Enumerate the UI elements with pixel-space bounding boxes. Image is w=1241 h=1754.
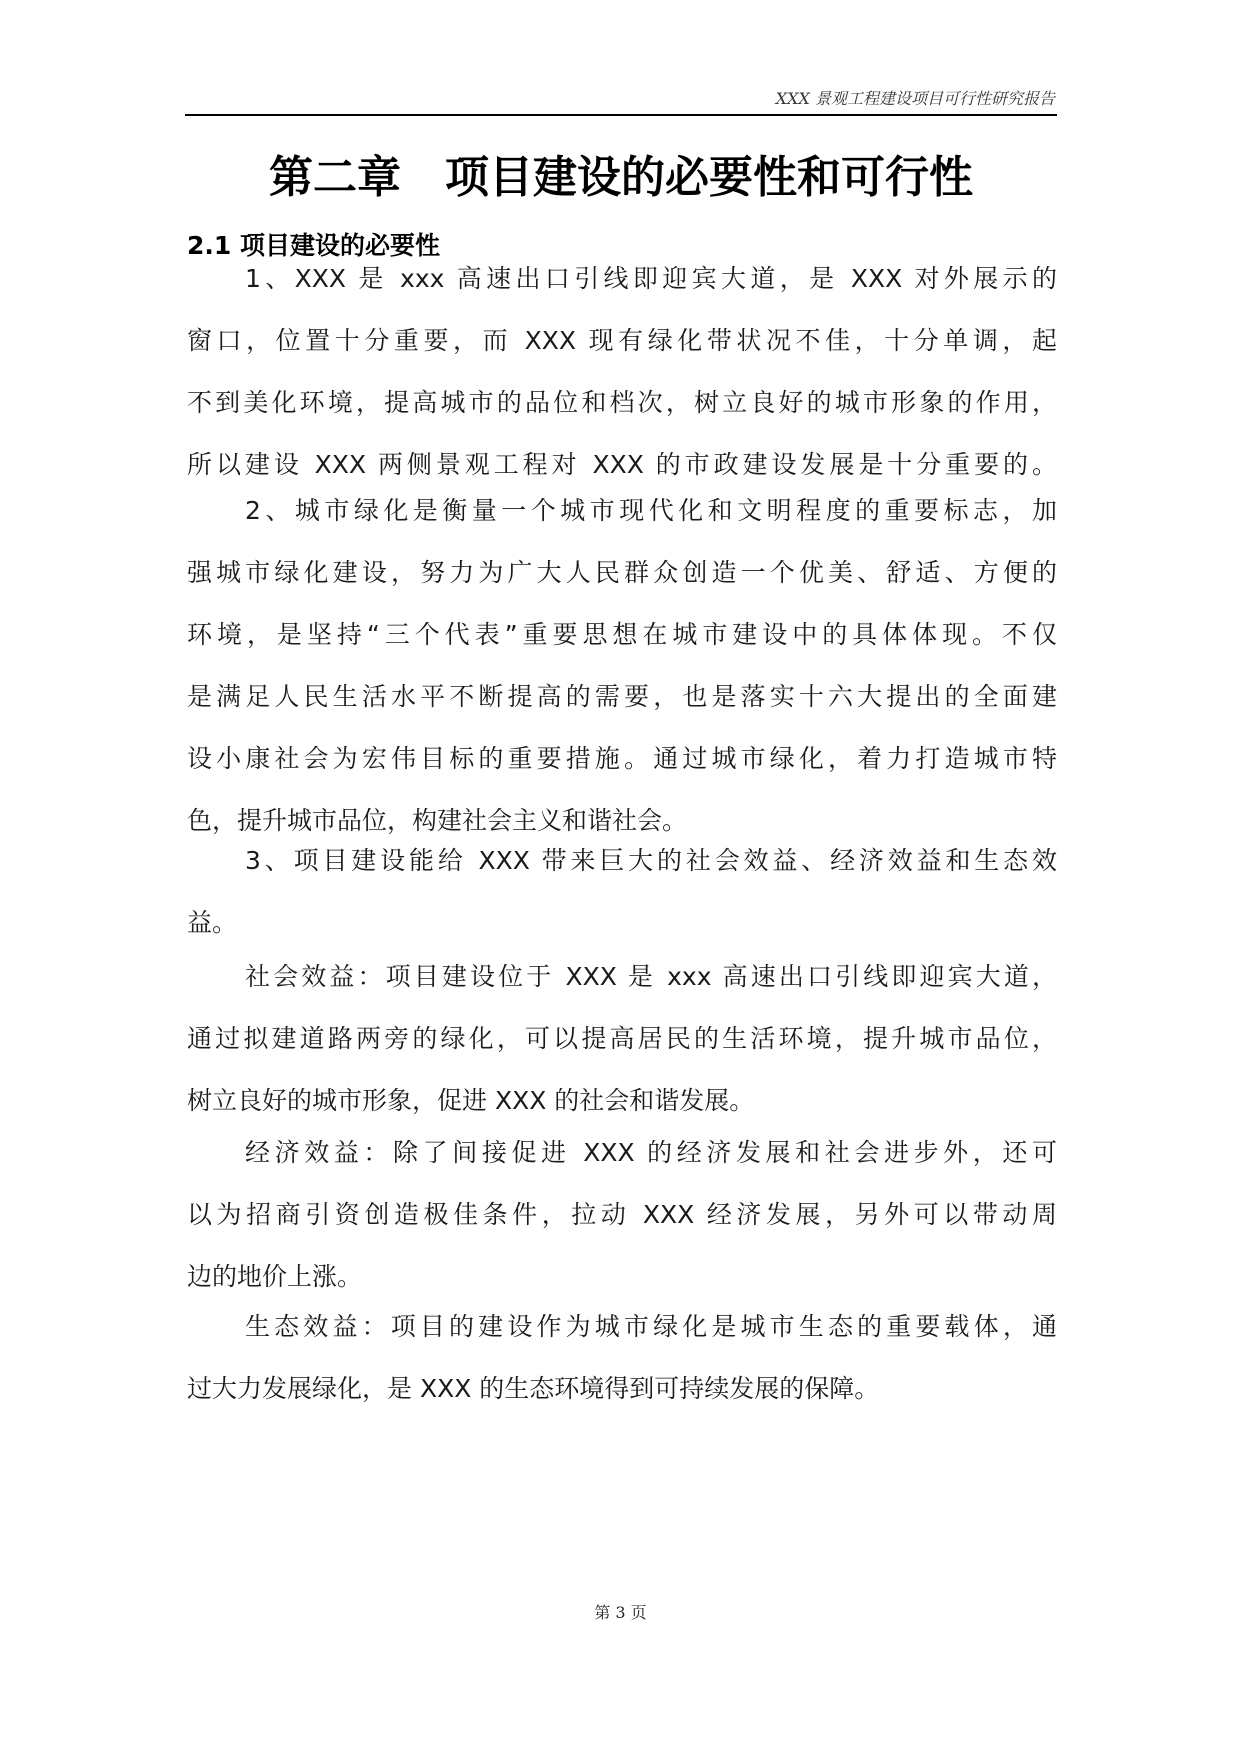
paragraph-line: 通过拟建道路两旁的绿化，可以提高居民的生活环境，提升城市品位， [187, 1024, 1057, 1053]
paragraph-line: 设小康社会为宏伟目标的重要措施。通过城市绿化，着力打造城市特 [187, 744, 1057, 773]
paragraph-social-benefit [187, 946, 1057, 1132]
paragraph-line: 窗口，位置十分重要，而 XXX 现有绿化带状况不佳，十分单调，起 [187, 326, 1057, 355]
paragraph-economic-benefit [187, 1122, 1057, 1308]
paragraph-line: 2、城市绿化是衡量一个城市现代化和文明程度的重要标志，加 [245, 496, 1057, 525]
paragraph-line: 过大力发展绿化，是 XXX 的生态环境得到可持续发展的保障。 [187, 1374, 880, 1403]
page-number: 第 3 页 [594, 1603, 647, 1622]
paragraph-ecological-benefit [187, 1296, 1057, 1420]
paragraph-line: 以为招商引资创造极佳条件，拉动 XXX 经济发展，另外可以带动周 [187, 1200, 1057, 1229]
paragraph-1 [187, 248, 1057, 496]
header-title: XXX 景观工程建设项目可行性研究报告 [775, 89, 1055, 108]
section-heading: 2.1 项目建设的必要性 [187, 231, 440, 260]
paragraph-line: 强城市绿化建设，努力为广大人民群众创造一个优美、舒适、方便的 [187, 558, 1057, 587]
paragraph-line: 益。 [187, 908, 238, 937]
paragraph-line: 社会效益：项目建设位于 XXX 是 xxx 高速出口引线即迎宾大道， [245, 962, 1057, 991]
paragraph-line: 所以建设 XXX 两侧景观工程对 XXX 的市政建设发展是十分重要的。 [187, 450, 1057, 479]
page-header [185, 84, 1057, 116]
paragraph-3 [187, 830, 1057, 954]
paragraph-line: 经济效益：除了间接促进 XXX 的经济发展和社会进步外，还可 [245, 1138, 1057, 1167]
paragraph-2 [187, 480, 1057, 852]
paragraph-line: 色，提升城市品位，构建社会主义和谐社会。 [187, 806, 688, 835]
chapter-title: 第二章 项目建设的必要性和可行性 [269, 152, 973, 203]
paragraph-line: 是满足人民生活水平不断提高的需要，也是落实十六大提出的全面建 [187, 682, 1057, 711]
paragraph-line: 不到美化环境，提高城市的品位和档次，树立良好的城市形象的作用， [187, 388, 1057, 417]
paragraph-line: 边的地价上涨。 [187, 1262, 363, 1291]
paragraph-line: 环境，是坚持“三个代表”重要思想在城市建设中的具体体现。不仅 [187, 620, 1057, 649]
paragraph-line: 1、XXX 是 xxx 高速出口引线即迎宾大道，是 XXX 对外展示的 [245, 264, 1057, 293]
paragraph-line: 3、项目建设能给 XXX 带来巨大的社会效益、经济效益和生态效 [245, 846, 1057, 875]
paragraph-line: 树立良好的城市形象，促进 XXX 的社会和谐发展。 [187, 1086, 755, 1115]
paragraph-line: 生态效益：项目的建设作为城市绿化是城市生态的重要载体，通 [245, 1312, 1057, 1341]
